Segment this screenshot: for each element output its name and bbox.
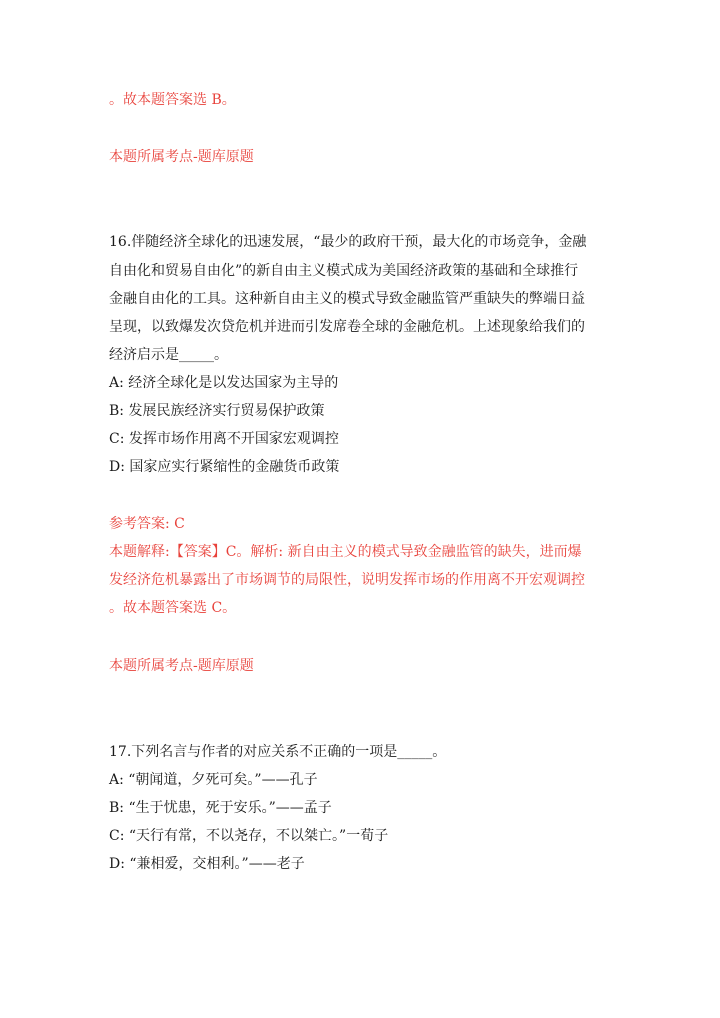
q16-stem-line-4: 呈现，以致爆发次贷危机并进而引发席卷全球的金融危机。上述现象给我们的 bbox=[109, 319, 585, 335]
q16-option-d: D: 国家应实行紧缩性的金融货币政策 bbox=[109, 459, 340, 475]
q16-explanation-line-2: 发经济危机暴露出了市场调节的局限性，说明发挥市场的作用离不开宏观调控 bbox=[109, 572, 585, 588]
q17-option-c: C: “天行有常，不以尧存，不以桀亡。”一荀子 bbox=[109, 828, 389, 844]
q16-stem-line-5: 经济启示是_____。 bbox=[109, 347, 228, 363]
q16-stem-line-3: 金融自由化的工具。这种新自由主义的模式导致金融监管严重缺失的弊端日益 bbox=[109, 291, 585, 307]
q17-option-a: A: “朝闻道，夕死可矣。”——孔子 bbox=[109, 772, 318, 788]
q16-source-tag: 本题所属考点-题库原题 bbox=[109, 658, 254, 674]
q16-option-b: B: 发展民族经济实行贸易保护政策 bbox=[109, 403, 325, 419]
q17-stem: 17.下列名言与作者的对应关系不正确的一项是_____。 bbox=[109, 744, 447, 760]
q16-option-a: A: 经济全球化是以发达国家为主导的 bbox=[109, 375, 339, 391]
q16-explanation-line-1: 本题解释:【答案】C。解析: 新自由主义的模式导致金融监管的缺失，进而爆 bbox=[109, 544, 582, 560]
q17-option-b: B: “生于忧患，死于安乐。”——孟子 bbox=[109, 800, 332, 816]
q17-option-d: D: “兼相爱，交相利。”——老子 bbox=[109, 856, 305, 872]
q16-stem-line-1: 16.伴随经济全球化的迅速发展，“最少的政府干预，最大化的市场竞争，金融 bbox=[109, 234, 587, 250]
prev-source-tag: 本题所属考点-题库原题 bbox=[109, 149, 254, 165]
q16-answer: 参考答案: C bbox=[109, 516, 185, 532]
q16-stem-line-2: 自由化和贸易自由化”的新自由主义模式成为美国经济政策的基础和全球推行 bbox=[109, 263, 579, 279]
q16-explanation-line-3: 。故本题答案选 C。 bbox=[109, 600, 237, 616]
q16-option-c: C: 发挥市场作用离不开国家宏观调控 bbox=[109, 431, 339, 447]
prev-answer-conclusion: 。故本题答案选 B。 bbox=[109, 92, 236, 108]
